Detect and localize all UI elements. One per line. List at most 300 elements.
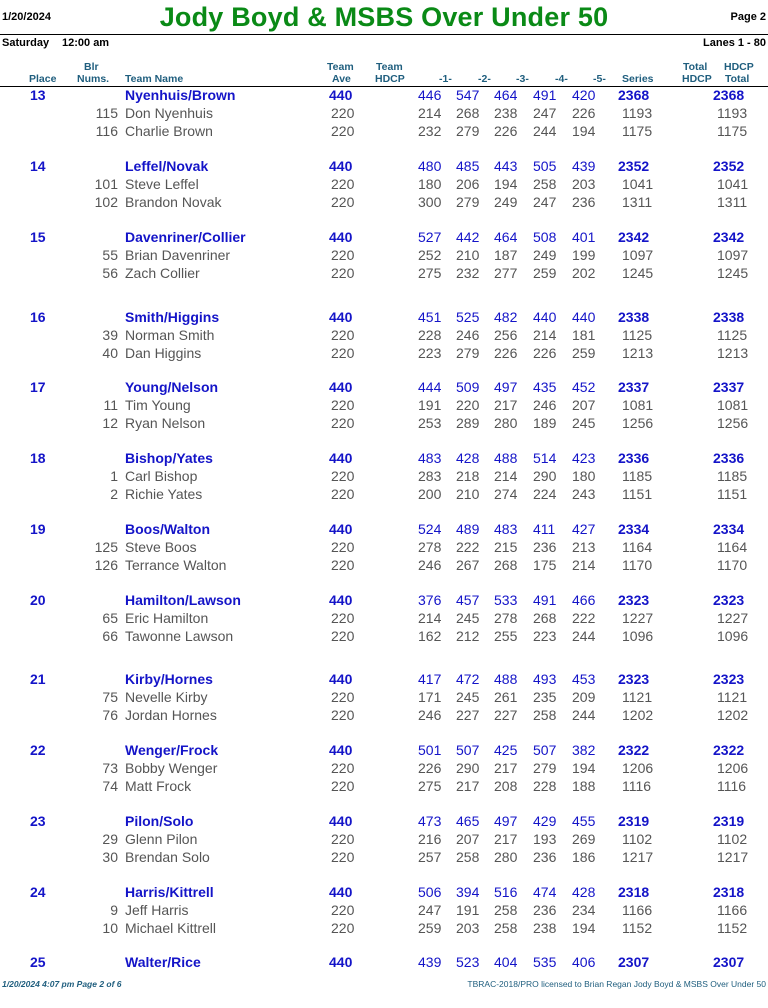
game-3: 425 (494, 742, 518, 758)
bowler-average: 220 (331, 557, 355, 573)
bowler-row (0, 848, 768, 866)
bowler-name: Jeff Harris (125, 902, 189, 918)
bowler-row (0, 706, 768, 724)
bowler-series: 1151 (622, 486, 653, 502)
bowler-series: 1102 (622, 831, 653, 847)
game-3: 278 (494, 610, 518, 626)
col-hdcp-total-bottom: Total (725, 73, 750, 85)
bowler-average: 220 (331, 778, 355, 794)
game-3: 488 (494, 671, 518, 687)
game-2: 289 (456, 415, 480, 431)
bowler-row (0, 414, 768, 432)
col-series: Series (622, 73, 654, 85)
game-4: 259 (533, 265, 557, 281)
bowler-average: 220 (331, 247, 355, 263)
bowler-hdcp-total: 1152 (717, 920, 748, 936)
game-2: 258 (456, 849, 480, 865)
game-4: 505 (533, 158, 557, 174)
bowler-number: 102 (94, 194, 118, 210)
game-2: 218 (456, 468, 480, 484)
game-2: 203 (456, 920, 480, 936)
game-4: 244 (533, 123, 557, 139)
bowler-name: Norman Smith (125, 327, 215, 343)
team-name: Hamilton/Lawson (125, 592, 241, 608)
game-2: 489 (456, 521, 480, 537)
bowler-hdcp-total: 1217 (717, 849, 749, 865)
bowler-name: Brendan Solo (125, 849, 210, 865)
team-row (0, 953, 768, 971)
game-5: 420 (572, 87, 596, 103)
game-1: 275 (418, 265, 442, 281)
game-2: 220 (456, 397, 480, 413)
game-4: 193 (533, 831, 557, 847)
game-3: 497 (494, 379, 518, 395)
game-5: 428 (572, 884, 596, 900)
bowler-hdcp-total: 1311 (717, 194, 748, 210)
header-divider (0, 34, 768, 35)
bowler-name: Matt Frock (125, 778, 192, 794)
bowler-number: 65 (102, 610, 118, 626)
bowler-row (0, 264, 768, 282)
bowler-series: 1170 (622, 557, 653, 573)
game-3: 187 (494, 247, 518, 263)
team-block (0, 86, 768, 141)
game-5: 245 (572, 415, 596, 431)
game-5: 186 (572, 849, 596, 865)
game-4: 535 (533, 954, 557, 970)
bowler-average: 220 (331, 123, 355, 139)
game-1: 473 (418, 813, 442, 829)
game-1: 376 (418, 592, 442, 608)
bowler-hdcp-total: 1081 (717, 397, 749, 413)
team-block (0, 591, 768, 646)
bowler-row (0, 830, 768, 848)
bowler-name: Dan Higgins (125, 345, 202, 361)
game-2: 547 (456, 87, 480, 103)
bowler-hdcp-total: 1213 (717, 345, 749, 361)
bowler-row (0, 396, 768, 414)
print-date: 1/20/2024 (2, 11, 51, 23)
bowler-name: Tawonne Lawson (125, 628, 234, 644)
game-5: 199 (572, 247, 596, 263)
game-4: 224 (533, 486, 557, 502)
bowler-series: 1245 (622, 265, 654, 281)
bowler-name: Glenn Pilon (125, 831, 198, 847)
game-3: 268 (494, 557, 518, 573)
game-3: 497 (494, 813, 518, 829)
game-5: 423 (572, 450, 596, 466)
game-3: 488 (494, 450, 518, 466)
team-row (0, 308, 768, 326)
game-1: 252 (418, 247, 442, 263)
game-4: 474 (533, 884, 557, 900)
game-4: 246 (533, 397, 557, 413)
bowler-name: Nevelle Kirby (125, 689, 208, 705)
bowler-number: 1 (110, 468, 118, 484)
team-average: 440 (329, 884, 353, 900)
game-4: 223 (533, 628, 557, 644)
game-5: 259 (572, 345, 596, 361)
bowler-number: 30 (102, 849, 118, 865)
game-1: 259 (418, 920, 442, 936)
team-block (0, 308, 768, 363)
team-series: 2342 (618, 229, 650, 245)
team-row (0, 812, 768, 830)
game-2: 279 (456, 194, 480, 210)
game-1: 483 (418, 450, 442, 466)
team-row (0, 228, 768, 246)
bowler-hdcp-total: 1206 (717, 760, 749, 776)
bowler-row (0, 326, 768, 344)
team-row (0, 86, 768, 104)
bowler-average: 220 (331, 831, 355, 847)
bowler-hdcp-total: 1041 (717, 176, 749, 192)
team-block (0, 378, 768, 433)
game-3: 464 (494, 229, 518, 245)
bowler-series: 1164 (622, 539, 653, 555)
game-4: 491 (533, 592, 557, 608)
team-average: 440 (329, 671, 353, 687)
bowler-hdcp-total: 1227 (717, 610, 749, 626)
team-place: 25 (30, 954, 46, 970)
bowler-hdcp-total: 1164 (717, 539, 748, 555)
bowler-number: 2 (110, 486, 118, 502)
bowler-name: Ryan Nelson (125, 415, 206, 431)
team-average: 440 (329, 813, 353, 829)
team-place: 16 (30, 309, 46, 325)
game-3: 217 (494, 831, 518, 847)
bowler-average: 220 (331, 176, 355, 192)
bowler-number: 56 (102, 265, 118, 281)
col-blr-bottom: Nums. (77, 73, 110, 85)
game-3: 217 (494, 397, 518, 413)
team-place: 15 (30, 229, 46, 245)
game-5: 213 (572, 539, 596, 555)
bowler-number: 76 (102, 707, 118, 723)
game-1: 283 (418, 468, 442, 484)
bowler-hdcp-total: 1256 (717, 415, 749, 431)
game-2: 245 (456, 610, 480, 626)
game-2: 485 (456, 158, 480, 174)
game-2: 509 (456, 379, 480, 395)
bowler-row (0, 759, 768, 777)
game-5: 181 (572, 327, 596, 343)
col-total-hdcp-top: Total (683, 61, 708, 73)
team-series: 2334 (618, 521, 650, 537)
team-row (0, 591, 768, 609)
team-row (0, 449, 768, 467)
game-3: 464 (494, 87, 518, 103)
game-5: 236 (572, 194, 596, 210)
team-average: 440 (329, 87, 353, 103)
game-2: 232 (456, 265, 480, 281)
col-game-2: -2- (478, 73, 491, 85)
game-3: 482 (494, 309, 518, 325)
team-name: Pilon/Solo (125, 813, 194, 829)
game-5: 382 (572, 742, 596, 758)
team-block (0, 157, 768, 212)
game-2: 207 (456, 831, 480, 847)
game-1: 257 (418, 849, 442, 865)
game-4: 290 (533, 468, 557, 484)
game-3: 256 (494, 327, 518, 343)
game-5: 188 (572, 778, 596, 794)
game-1: 278 (418, 539, 442, 555)
bowler-series: 1175 (622, 123, 653, 139)
bowler-row (0, 919, 768, 937)
col-total-hdcp-bottom: HDCP (682, 73, 712, 85)
game-3: 258 (494, 902, 518, 918)
game-4: 189 (533, 415, 557, 431)
bowler-name: Tim Young (125, 397, 191, 413)
game-1: 247 (418, 902, 442, 918)
game-1: 451 (418, 309, 442, 325)
game-4: 514 (533, 450, 557, 466)
team-series: 2338 (618, 309, 650, 325)
game-3: 208 (494, 778, 518, 794)
bowler-series: 1096 (622, 628, 654, 644)
team-place: 19 (30, 521, 46, 537)
team-average: 440 (329, 954, 353, 970)
bowler-average: 220 (331, 849, 355, 865)
game-1: 180 (418, 176, 442, 192)
team-average: 440 (329, 379, 353, 395)
bowler-series: 1217 (622, 849, 654, 865)
game-1: 226 (418, 760, 442, 776)
bowler-row (0, 193, 768, 211)
game-5: 243 (572, 486, 596, 502)
bowler-number: 75 (102, 689, 118, 705)
game-4: 507 (533, 742, 557, 758)
team-name: Bishop/Yates (125, 450, 213, 466)
game-3: 274 (494, 486, 518, 502)
team-place: 24 (30, 884, 46, 900)
bowler-number: 39 (102, 327, 118, 343)
bowler-number: 10 (102, 920, 118, 936)
game-1: 246 (418, 707, 442, 723)
bowler-row (0, 538, 768, 556)
game-2: 290 (456, 760, 480, 776)
bowler-row (0, 122, 768, 140)
bowler-row (0, 467, 768, 485)
game-4: 249 (533, 247, 557, 263)
bowler-average: 220 (331, 902, 355, 918)
game-1: 524 (418, 521, 442, 537)
team-hdcp-total: 2336 (713, 450, 745, 466)
team-block (0, 670, 768, 725)
bowler-average: 220 (331, 265, 355, 281)
team-block (0, 228, 768, 283)
game-2: 442 (456, 229, 480, 245)
game-3: 249 (494, 194, 518, 210)
bowler-row (0, 246, 768, 264)
bowler-average: 220 (331, 920, 355, 936)
game-3: 258 (494, 920, 518, 936)
game-2: 210 (456, 247, 480, 263)
bowler-average: 220 (331, 105, 355, 121)
team-average: 440 (329, 592, 353, 608)
game-1: 501 (418, 742, 442, 758)
team-place: 23 (30, 813, 46, 829)
bowler-name: Bobby Wenger (125, 760, 218, 776)
bowler-series: 1202 (622, 707, 654, 723)
team-hdcp-total: 2334 (713, 521, 745, 537)
col-blr-top: Blr (84, 61, 99, 73)
game-2: 222 (456, 539, 480, 555)
bowler-number: 74 (102, 778, 118, 794)
game-5: 244 (572, 628, 596, 644)
page-number: Page 2 (730, 11, 766, 23)
team-place: 21 (30, 671, 46, 687)
game-2: 507 (456, 742, 480, 758)
game-4: 226 (533, 345, 557, 361)
col-game-1: -1- (439, 73, 452, 85)
bowler-series: 1256 (622, 415, 654, 431)
game-3: 215 (494, 539, 518, 555)
bowler-row (0, 688, 768, 706)
team-name: Davenriner/Collier (125, 229, 246, 245)
bowler-average: 220 (331, 628, 355, 644)
game-2: 267 (456, 557, 480, 573)
team-series: 2368 (618, 87, 650, 103)
game-5: 226 (572, 105, 596, 121)
game-2: 217 (456, 778, 480, 794)
game-3: 404 (494, 954, 518, 970)
bowler-row (0, 344, 768, 362)
game-5: 455 (572, 813, 596, 829)
bowler-series: 1206 (622, 760, 654, 776)
col-hdcp-total-top: HDCP (724, 61, 754, 73)
game-4: 258 (533, 176, 557, 192)
team-hdcp-total: 2338 (713, 309, 745, 325)
team-row (0, 520, 768, 538)
game-2: 523 (456, 954, 480, 970)
team-hdcp-total: 2342 (713, 229, 745, 245)
bowler-average: 220 (331, 760, 355, 776)
bowler-series: 1193 (622, 105, 653, 121)
bowler-row (0, 556, 768, 574)
game-3: 483 (494, 521, 518, 537)
bowler-hdcp-total: 1202 (717, 707, 749, 723)
team-average: 440 (329, 229, 353, 245)
game-5: 194 (572, 920, 596, 936)
game-4: 268 (533, 610, 557, 626)
team-series: 2323 (618, 671, 650, 687)
bowler-hdcp-total: 1097 (717, 247, 749, 263)
bowler-row (0, 901, 768, 919)
bowler-name: Michael Kittrell (125, 920, 217, 936)
game-4: 429 (533, 813, 557, 829)
game-3: 214 (494, 468, 518, 484)
game-4: 258 (533, 707, 557, 723)
bowler-hdcp-total: 1121 (717, 689, 748, 705)
game-3: 226 (494, 123, 518, 139)
col-team-hdcp-top: Team (376, 61, 403, 73)
bowler-number: 73 (102, 760, 118, 776)
team-hdcp-total: 2319 (713, 813, 745, 829)
bowler-row (0, 485, 768, 503)
game-4: 493 (533, 671, 557, 687)
team-place: 20 (30, 592, 46, 608)
bowler-series: 1185 (622, 468, 653, 484)
team-place: 17 (30, 379, 46, 395)
bowler-number: 125 (94, 539, 118, 555)
game-1: 253 (418, 415, 442, 431)
game-3: 277 (494, 265, 518, 281)
bowler-hdcp-total: 1185 (717, 468, 748, 484)
bowler-number: 55 (102, 247, 118, 263)
game-5: 203 (572, 176, 596, 192)
game-3: 516 (494, 884, 518, 900)
game-1: 162 (418, 628, 442, 644)
game-1: 439 (418, 954, 442, 970)
bowler-number: 29 (102, 831, 118, 847)
col-team-ave-bottom: Ave (332, 73, 351, 85)
game-3: 533 (494, 592, 518, 608)
game-4: 279 (533, 760, 557, 776)
bowler-name: Steve Boos (125, 539, 197, 555)
report-title: Jody Boyd & MSBS Over Under 50 (159, 2, 609, 32)
game-1: 446 (418, 87, 442, 103)
bowler-number: 115 (95, 105, 118, 121)
game-5: 440 (572, 309, 596, 325)
game-2: 457 (456, 592, 480, 608)
team-place: 14 (30, 158, 46, 174)
game-1: 444 (418, 379, 442, 395)
team-series: 2323 (618, 592, 650, 608)
game-4: 228 (533, 778, 557, 794)
game-3: 217 (494, 760, 518, 776)
bowler-average: 220 (331, 194, 355, 210)
bowler-series: 1227 (622, 610, 654, 626)
game-1: 527 (418, 229, 442, 245)
team-name: Wenger/Frock (125, 742, 219, 758)
bowler-hdcp-total: 1170 (717, 557, 748, 573)
bowler-number: 40 (102, 345, 118, 361)
team-row (0, 670, 768, 688)
team-block (0, 883, 768, 938)
team-block (0, 741, 768, 796)
bowler-number: 66 (102, 628, 118, 644)
bowler-average: 220 (331, 345, 355, 361)
bowler-hdcp-total: 1166 (717, 902, 748, 918)
game-5: 244 (572, 707, 596, 723)
game-1: 191 (418, 397, 442, 413)
bowler-row (0, 627, 768, 645)
bowler-hdcp-total: 1175 (717, 123, 748, 139)
game-1: 223 (418, 345, 442, 361)
bowler-row (0, 175, 768, 193)
team-average: 440 (329, 450, 353, 466)
game-4: 236 (533, 902, 557, 918)
game-5: 452 (572, 379, 596, 395)
game-2: 245 (456, 689, 480, 705)
game-5: 269 (572, 831, 596, 847)
game-4: 508 (533, 229, 557, 245)
game-1: 200 (418, 486, 442, 502)
game-1: 275 (418, 778, 442, 794)
bowler-name: Charlie Brown (125, 123, 213, 139)
col-game-3: -3- (516, 73, 529, 85)
game-5: 427 (572, 521, 596, 537)
game-4: 247 (533, 194, 557, 210)
bowler-name: Brian Davenriner (125, 247, 231, 263)
bowler-series: 1213 (622, 345, 654, 361)
game-1: 216 (418, 831, 442, 847)
team-series: 2318 (618, 884, 650, 900)
team-name: Smith/Higgins (125, 309, 220, 325)
bowler-hdcp-total: 1151 (717, 486, 748, 502)
